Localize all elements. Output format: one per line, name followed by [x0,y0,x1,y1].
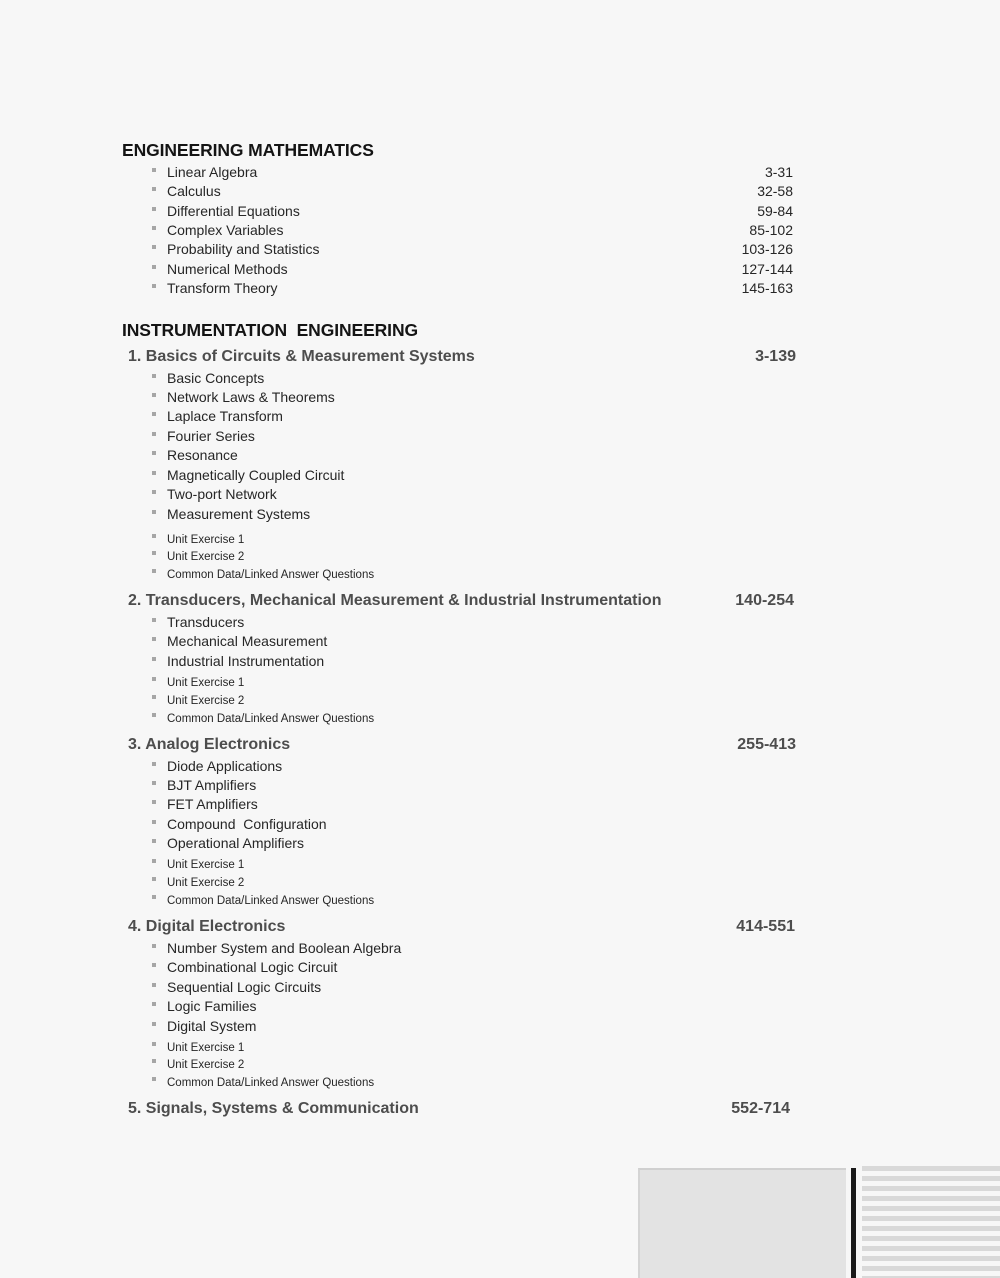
page-range: 127-144 [741,261,793,277]
chapter-pages: 414-551 [736,918,795,935]
toc-item[interactable]: Probability and Statistics [152,240,320,258]
topic-item[interactable]: Magnetically Coupled Circuit [152,466,344,484]
bullet-icon [152,713,156,717]
page-range: 103-126 [741,241,793,257]
exercise-item[interactable]: Unit Exercise 1 [152,531,244,549]
exercise-item[interactable]: Unit Exercise 2 [152,692,244,710]
topic-item[interactable]: Number System and Boolean Algebra [152,939,401,957]
exercise-item[interactable]: Common Data/Linked Answer Questions [152,892,374,910]
chapter-title[interactable]: 4. Digital Electronics [128,918,286,935]
bullet-icon [152,657,156,661]
topic-item[interactable]: Industrial Instrumentation [152,652,324,670]
toc-item[interactable]: Calculus [152,182,221,200]
bullet-icon [152,677,156,681]
exercise-item[interactable]: Unit Exercise 1 [152,856,244,874]
bullet-icon [152,1059,156,1063]
exercise-item[interactable]: Common Data/Linked Answer Questions [152,566,374,584]
bullet-icon [152,393,156,397]
exercise-item[interactable]: Common Data/Linked Answer Questions [152,710,374,728]
bullet-icon [152,1002,156,1006]
bullet-icon [152,781,156,785]
topic-item[interactable]: Laplace Transform [152,407,283,425]
bullet-icon [152,187,156,191]
chapter-title[interactable]: 2. Transducers, Mechanical Measurement & Industrial Instrumentation [128,592,662,609]
bullet-icon [152,859,156,863]
bullet-icon [152,963,156,967]
toc-item[interactable]: Complex Variables [152,221,283,239]
toc-item[interactable]: Numerical Methods [152,260,288,278]
exercise-item[interactable]: Unit Exercise 2 [152,874,244,892]
section-title-instrumentation: INSTRUMENTATION ENGINEERING [122,320,418,340]
bullet-icon [152,490,156,494]
bullet-icon [152,839,156,843]
bullet-icon [152,877,156,881]
bullet-icon [152,983,156,987]
bullet-icon [152,1077,156,1081]
chapter-pages: 3-139 [755,348,796,365]
section-title-math: ENGINEERING MATHEMATICS [122,140,374,160]
bullet-icon [152,820,156,824]
bullet-icon [152,551,156,555]
topic-item[interactable]: Basic Concepts [152,369,264,387]
bullet-icon [152,800,156,804]
decorative-panel [638,1168,846,1278]
bullet-icon [152,944,156,948]
exercise-item[interactable]: Unit Exercise 2 [152,548,244,566]
topic-item[interactable]: Combinational Logic Circuit [152,958,337,976]
bullet-icon [152,265,156,269]
exercise-item[interactable]: Unit Exercise 1 [152,1039,244,1057]
topic-item[interactable]: Fourier Series [152,427,255,445]
bullet-icon [152,895,156,899]
bullet-icon [152,374,156,378]
bullet-icon [152,762,156,766]
chapter-title[interactable]: 3. Analog Electronics [128,736,291,753]
exercise-item[interactable]: Common Data/Linked Answer Questions [152,1074,374,1092]
bullet-icon [152,510,156,514]
topic-item[interactable]: Diode Applications [152,757,282,775]
topic-item[interactable]: Sequential Logic Circuits [152,978,321,996]
topic-item[interactable]: Transducers [152,613,244,631]
chapter-pages: 552-714 [731,1100,790,1117]
topic-item[interactable]: Mechanical Measurement [152,632,327,650]
topic-item[interactable]: Measurement Systems [152,505,310,523]
bullet-icon [152,569,156,573]
topic-item[interactable]: Two-port Network [152,485,277,503]
bullet-icon [152,534,156,538]
bullet-icon [152,432,156,436]
bullet-icon [152,245,156,249]
exercise-item[interactable]: Unit Exercise 1 [152,674,244,692]
bullet-icon [152,471,156,475]
decorative-stripes [862,1166,1000,1278]
toc-item[interactable]: Linear Algebra [152,163,257,181]
topic-item[interactable]: Resonance [152,446,238,464]
topic-item[interactable]: Digital System [152,1017,256,1035]
page-range: 145-163 [741,280,793,296]
toc-item[interactable]: Differential Equations [152,202,300,220]
bullet-icon [152,207,156,211]
bullet-icon [152,284,156,288]
bullet-icon [152,637,156,641]
bullet-icon [152,412,156,416]
chapter-pages: 255-413 [737,736,796,753]
bullet-icon [152,618,156,622]
exercise-item[interactable]: Unit Exercise 2 [152,1056,244,1074]
decorative-bar [851,1168,856,1278]
topic-item[interactable]: FET Amplifiers [152,795,258,813]
bullet-icon [152,1022,156,1026]
bullet-icon [152,226,156,230]
page-range: 3-31 [764,164,793,180]
topic-item[interactable]: Logic Families [152,997,256,1015]
chapter-pages: 140-254 [735,592,794,609]
toc-item[interactable]: Transform Theory [152,279,277,297]
bullet-icon [152,168,156,172]
bullet-icon [152,1042,156,1046]
topic-item[interactable]: BJT Amplifiers [152,776,256,794]
bullet-icon [152,451,156,455]
bullet-icon [152,695,156,699]
page-range: 85-102 [749,222,793,238]
chapter-title[interactable]: 5. Signals, Systems & Communication [128,1100,419,1117]
chapter-title[interactable]: 1. Basics of Circuits & Measurement Systems [128,348,475,365]
topic-item[interactable]: Network Laws & Theorems [152,388,335,406]
topic-item[interactable]: Operational Amplifiers [152,834,304,852]
page-range: 32-58 [757,183,793,199]
page-range: 59-84 [757,203,793,219]
topic-item[interactable]: Compound Configuration [152,815,327,833]
